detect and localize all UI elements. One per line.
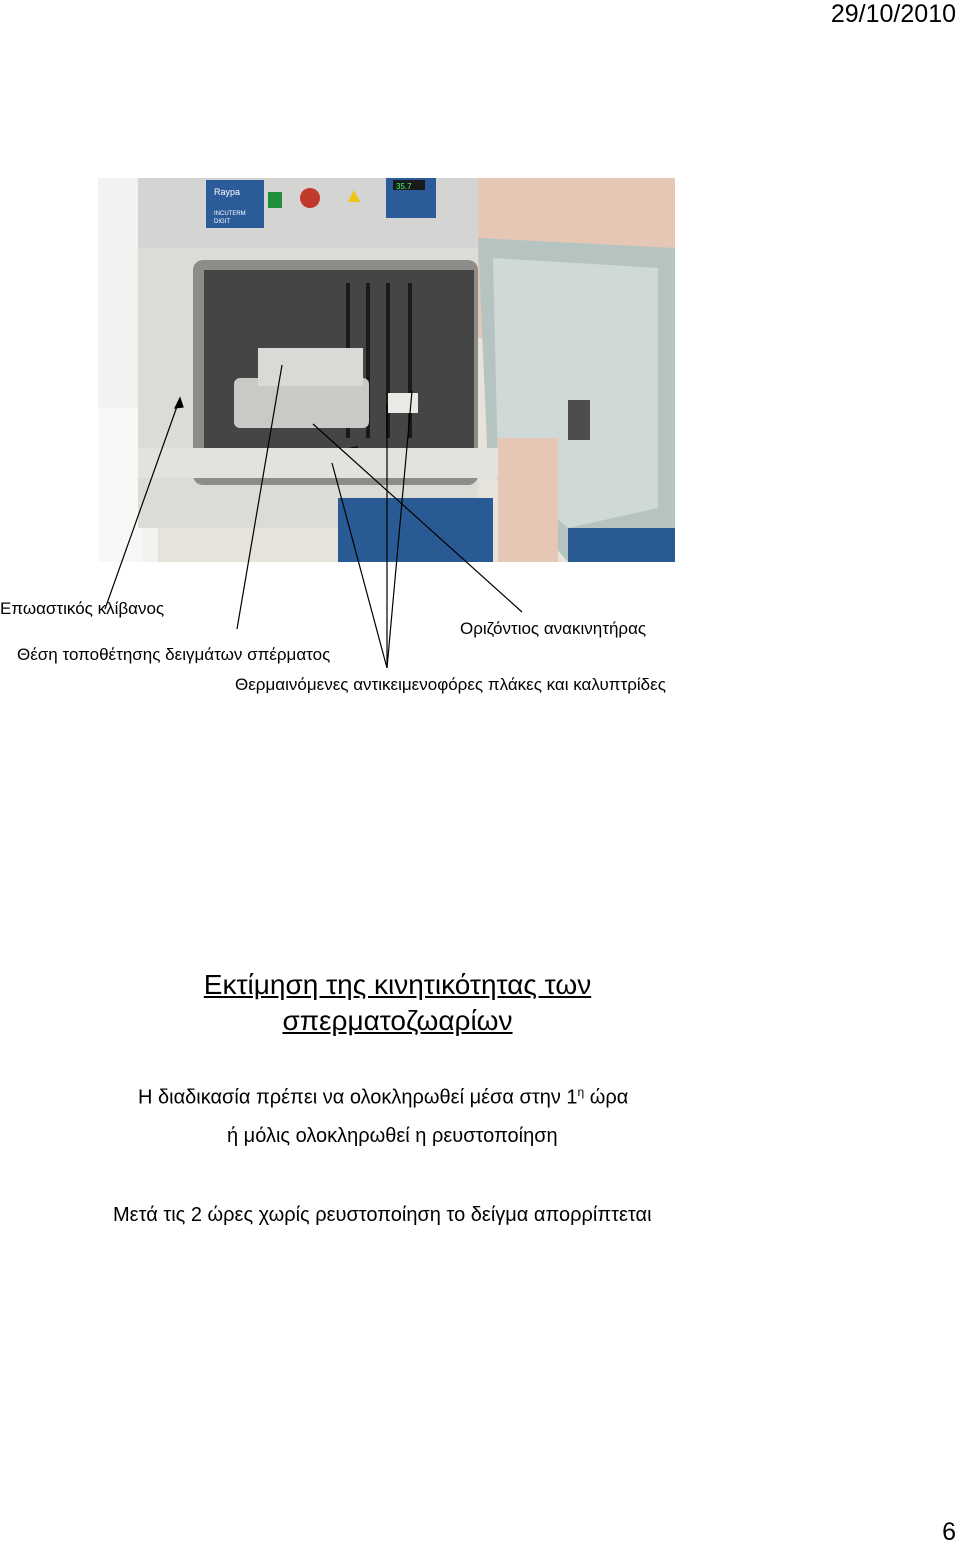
label-horizontal-stirrer: Οριζόντιος ανακινητήρας (460, 619, 647, 638)
model-line-1: INCUTERM (214, 211, 246, 217)
temperature-display: 35.7 (396, 182, 412, 191)
heading-line-2: σπερματοζωαρίων (282, 1005, 513, 1036)
section-heading (0, 967, 795, 1039)
note-line1-superscript: η (577, 1085, 585, 1099)
heading-line-1: Εκτίμηση της κινητικότητας των (203, 969, 592, 1000)
note-discard: Μετά τις 2 ώρες χωρίς ρευστοποίηση το δείγμα απορρίπτεται (113, 1204, 652, 1226)
label-incubator: Επωαστικός κλίβανος (0, 599, 165, 618)
incubator-photo (98, 178, 675, 562)
label-sample-position: Θέση τοποθέτησης δειγμάτων σπέρματος (17, 645, 331, 664)
note-line1-text: Η διαδικασία πρέπει να ολοκληρωθεί μέσα στην 1 (138, 1086, 578, 1109)
label-heated-plates: Θερμαινόμενες αντικειμενοφόρες πλάκες και καλυπτρίδες (235, 675, 666, 694)
model-line-2: DIGIT (214, 219, 230, 225)
note-time-limit (138, 1085, 628, 1110)
note-liquefaction: ή μόλις ολοκληρωθεί η ρευστοποίηση (227, 1125, 558, 1147)
note-line1-end: ώρα (584, 1086, 629, 1109)
page-date: 29/10/2010 (830, 0, 956, 28)
page-number: 6 (942, 1518, 956, 1546)
brand-logo: Raypa (214, 187, 241, 197)
